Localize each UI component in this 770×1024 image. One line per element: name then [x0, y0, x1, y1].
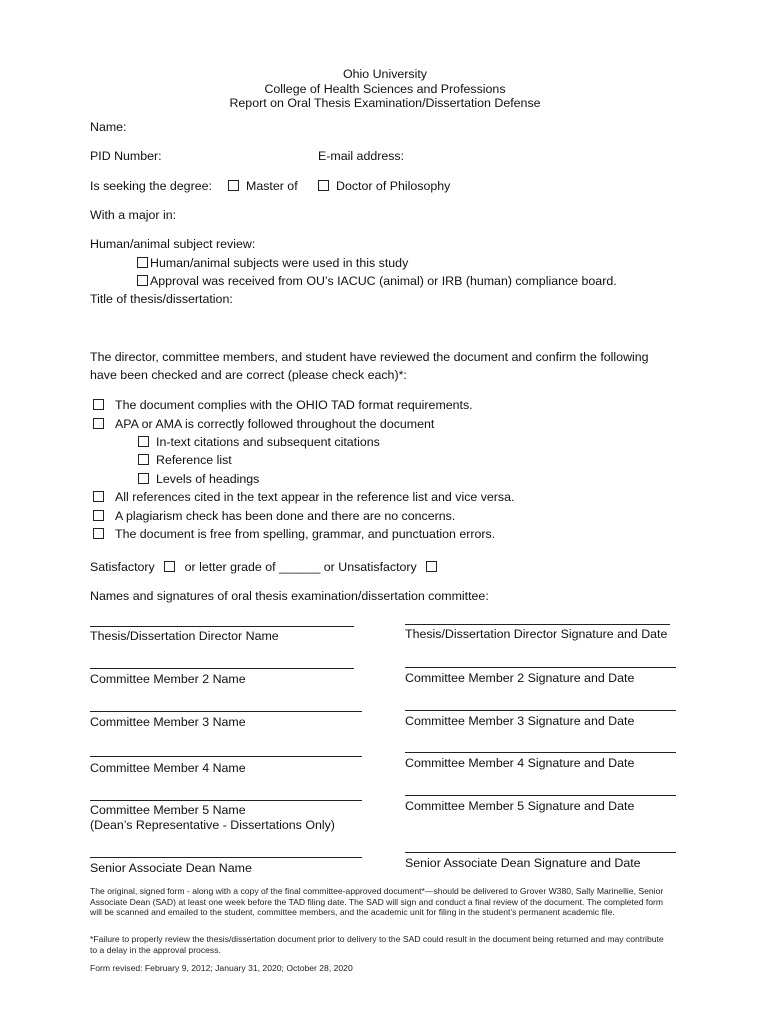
form-revised: Form revised: February 9, 2012; January 31, 2020; October 28, 2020: [90, 963, 353, 973]
review-intro-line1: The director, committee members, and student have reviewed the document and confirm the following: [90, 350, 649, 364]
check-box[interactable]: [93, 418, 104, 429]
header-university: Ohio University: [342, 67, 427, 81]
degree-label: Is seeking the degree:: [90, 179, 212, 193]
signature-line[interactable]: [90, 857, 362, 858]
subjects-used-label: Human/animal subjects were used in this study: [150, 256, 409, 270]
grade-row: [90, 560, 444, 575]
subjects-used-checkbox[interactable]: [137, 257, 148, 268]
doctor-checkbox[interactable]: [318, 180, 329, 191]
signature-line[interactable]: [90, 626, 354, 627]
satisfactory-label: Satisfactory: [90, 560, 155, 574]
review-intro-line2: have been checked and are correct (please check each)*:: [90, 368, 407, 382]
signature-line[interactable]: [90, 711, 362, 712]
unsatisfactory-checkbox[interactable]: [426, 561, 437, 572]
director-signature-label: Thesis/Dissertation Director Signature and Date: [405, 627, 668, 641]
footer-failure-note: *Failure to properly review the thesis/dissertation document prior to delivery to the SAD could result in the document being returned and may contribute to a delay in the approval process.: [90, 934, 664, 955]
check-item-references[interactable]: [93, 490, 514, 505]
header-report-title: Report on Oral Thesis Examination/Dissertation Defense: [229, 96, 541, 110]
check-item-label: Reference list: [156, 453, 232, 467]
signature-line[interactable]: [405, 624, 670, 625]
email-label: E-mail address:: [318, 149, 405, 163]
check-item-label: A plagiarism check has been done and there are no concerns.: [115, 509, 456, 523]
name-label: Name:: [90, 120, 127, 134]
check-item-label: All references cited in the text appear in the reference list and vice versa.: [115, 490, 515, 504]
member2-signature-label: Committee Member 2 Signature and Date: [405, 671, 635, 685]
title-label: Title of thesis/dissertation:: [90, 292, 233, 306]
member3-signature-label: Committee Member 3 Signature and Date: [405, 714, 635, 728]
check-item-intext[interactable]: [138, 435, 380, 450]
check-item-label: The document is free from spelling, grammar, and punctuation errors.: [115, 527, 496, 541]
check-item-format[interactable]: [93, 398, 473, 413]
check-item-label: In-text citations and subsequent citations: [156, 435, 380, 449]
signature-line[interactable]: [405, 667, 676, 668]
satisfactory-checkbox[interactable]: [164, 561, 175, 572]
approval-option[interactable]: [137, 274, 617, 289]
check-item-spelling[interactable]: [93, 527, 495, 542]
signature-line[interactable]: [405, 852, 676, 853]
check-item-headings[interactable]: [138, 472, 259, 487]
check-item-apa[interactable]: [93, 417, 434, 432]
approval-checkbox[interactable]: [137, 275, 148, 286]
check-box[interactable]: [138, 473, 149, 484]
header-college: College of Health Sciences and Professions: [264, 82, 506, 96]
check-item-label: Levels of headings: [156, 472, 260, 486]
member3-name-label: Committee Member 3 Name: [90, 715, 246, 729]
subject-review-label: Human/animal subject review:: [90, 237, 256, 251]
master-option[interactable]: [228, 179, 298, 194]
major-label: With a major in:: [90, 208, 177, 222]
dean-name-label: Senior Associate Dean Name: [90, 861, 252, 875]
check-box[interactable]: [93, 399, 104, 410]
subjects-used-option[interactable]: [137, 256, 408, 271]
check-item-reference[interactable]: [138, 453, 232, 468]
signature-line[interactable]: [90, 668, 354, 669]
check-item-plagiarism[interactable]: [93, 509, 455, 524]
check-box[interactable]: [93, 510, 104, 521]
member4-name-label: Committee Member 4 Name: [90, 761, 246, 775]
check-item-label: The document complies with the OHIO TAD format requirements.: [115, 398, 473, 412]
member2-name-label: Committee Member 2 Name: [90, 672, 246, 686]
footer-instructions: The original, signed form - along with a copy of the final committee-approved document*—should be delivered to Grover W380, Sally Marinellie, Senior Associate Dean (SAD) at least one week before the TAD filing date. The SAD will sign and conduct a final review of the document. The completed form will be scanned and emailed to the student, committee members, and the academic unit for filing in the student’s permanent academic file.: [90, 886, 664, 917]
master-label: Master of: [246, 179, 298, 193]
signature-line[interactable]: [405, 710, 676, 711]
signature-line[interactable]: [405, 752, 676, 753]
signature-line[interactable]: [405, 795, 676, 796]
deans-rep-note: (Dean’s Representative - Dissertations Only): [90, 818, 335, 832]
director-name-label: Thesis/Dissertation Director Name: [90, 629, 279, 643]
master-checkbox[interactable]: [228, 180, 239, 191]
check-box[interactable]: [93, 528, 104, 539]
dean-signature-label: Senior Associate Dean Signature and Date: [405, 856, 641, 870]
signature-line[interactable]: [90, 800, 362, 801]
check-box[interactable]: [93, 491, 104, 502]
check-item-label: APA or AMA is correctly followed throughout the document: [115, 417, 435, 431]
approval-label: Approval was received from OU’s IACUC (animal) or IRB (human) compliance board.: [150, 274, 617, 288]
member5-name-label: Committee Member 5 Name: [90, 803, 246, 817]
committee-heading: Names and signatures of oral thesis examination/dissertation committee:: [90, 589, 489, 603]
member4-signature-label: Committee Member 4 Signature and Date: [405, 756, 635, 770]
doctor-option[interactable]: [318, 179, 450, 194]
letter-grade-label: or letter grade of ______ or Unsatisfactory: [184, 560, 417, 574]
check-box[interactable]: [138, 454, 149, 465]
member5-signature-label: Committee Member 5 Signature and Date: [405, 799, 635, 813]
pid-label: PID Number:: [90, 149, 162, 163]
signature-line[interactable]: [90, 756, 362, 757]
doctor-label: Doctor of Philosophy: [336, 179, 451, 193]
check-box[interactable]: [138, 436, 149, 447]
